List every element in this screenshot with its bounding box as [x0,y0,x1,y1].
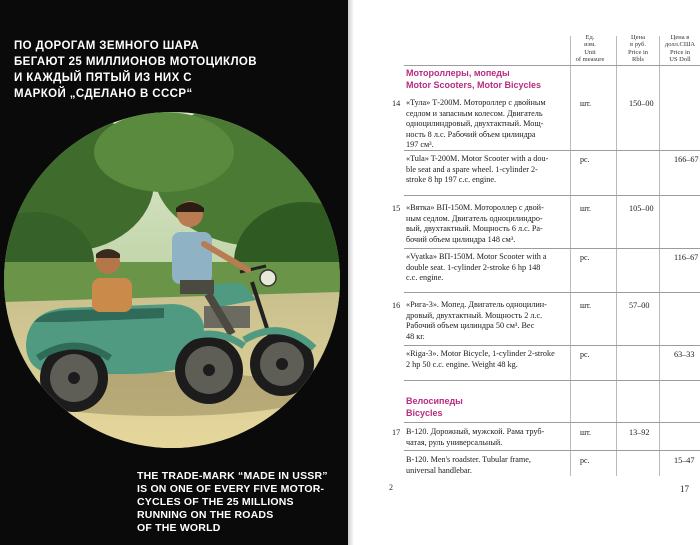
desc-line: «Tula» T-200M. Motor Scooter with a dou- [406,154,549,163]
desc-line: «Вятка» ВП-150М. Мотороллер с двой- [406,203,544,212]
desc-line: «Vyatka» ВП-150М. Motor Scooter with a [406,252,547,261]
desc-line: universal handlebar. [406,465,472,475]
header-line: Rbls [632,56,644,64]
item-price-usd: 166–67 [674,155,699,164]
item-price-rub: 13–92 [629,428,650,437]
item-price-usd: 15–47 [674,456,695,465]
row-rule [404,150,700,151]
desc-line: 2 hp 50 c.c. engine. Weight 48 kg. [406,359,518,369]
caption-line: THE TRADE-MARK “MADE IN USSR” [137,470,328,482]
desc-line: дровый, двухтактный. Мощность 2 л.с. [406,310,543,320]
desc-line: бочий объем цилиндра 148 см³. [406,234,516,244]
item-price-rub: 150–00 [629,99,654,108]
item-unit: pc. [580,253,590,262]
desc-line: ность 8 л.с. Рабочий объем цилиндра [406,129,536,139]
item-unit: шт. [580,428,592,437]
right-page-number: 17 [680,484,689,494]
item-price-usd: 116–67 [674,253,699,262]
caption-line: IS ON ONE OF EVERY FIVE MOTOR- [137,483,325,495]
item-number: 16 [392,301,401,310]
item-description-ru [406,98,576,151]
left-page [0,0,348,545]
russian-headline [14,38,344,102]
header-line: Ед. [585,34,595,41]
header-line: изм. [584,41,596,49]
motorcycle-illustration [4,112,340,448]
item-unit: шт. [580,99,592,108]
section-title-ru: Мотороллеры, мопеды [406,68,510,78]
desc-line: ble seat and a spare wheel. 1-cylinder 2- [406,164,538,174]
headline-line: И КАЖДЫЙ ПЯТЫЙ ИЗ НИХ С [14,72,192,84]
headline-line: БЕГАЮТ 25 МИЛЛИОНОВ МОТОЦИКЛОВ [14,56,257,68]
row-rule [404,195,700,196]
item-description-ru [406,300,576,342]
desc-line: double seat. 1-cylinder 2-stroke 6 hp 148 [406,262,541,272]
item-description-en [406,455,576,476]
column-divider [659,36,660,476]
right-page [354,0,700,545]
item-number: 14 [392,99,401,108]
header-line: Unit [584,48,596,56]
desc-line: 48 кг. [406,331,425,341]
item-description-en [406,349,576,370]
section-title-bicycles [406,396,463,419]
item-description-en [406,252,576,284]
desc-line: седлом и запасным колесом. Двигатель [406,108,543,118]
section-title-en: Motor Scooters, Motor Bicycles [406,79,542,90]
row-rule [404,248,700,249]
item-unit: шт. [580,204,592,213]
row-rule [404,450,700,451]
desc-line: «Riga-3». Motor Bicycle, 1-cylinder 2-stroke [406,349,555,358]
header-line: Цена [631,34,645,41]
desc-line: В-120. Men's roadster. Tubular frame, [406,455,531,464]
item-unit: pc. [580,456,590,465]
section-title-ru: Велосипеды [406,396,463,406]
item-number: 17 [392,428,401,437]
motorcycle-photo [4,112,340,448]
desc-line: 197 см³. [406,140,434,150]
header-line: Цена в [670,34,690,41]
desc-line: c.c. engine. [406,273,444,283]
left-page-number: 2 [389,483,393,492]
item-description-ru [406,427,576,448]
item-unit: шт. [580,301,592,310]
row-rule [404,292,700,293]
item-price-rub: 105–00 [629,204,654,213]
caption-line: OF THE WORLD [137,522,221,534]
column-header-unit [568,34,612,64]
row-rule [404,345,700,346]
desc-line: «Рига-3». Мопед. Двигатель одноцилин- [406,300,547,309]
desc-line: вый, двухтактный. Мощность 6 л.с. Ра- [406,224,543,234]
column-header-price-usd [659,34,700,64]
item-unit: pc. [580,350,590,359]
section-title-scooters [406,68,541,91]
item-description-en [406,154,576,186]
desc-line: Рабочий объем цилиндра 50 см³. Вес [406,321,535,331]
header-line: Price in [627,48,649,56]
desc-line: одноцилиндровый, двухтактный. Мощ- [406,119,544,129]
header-line: в руб. [630,41,646,49]
header-rule [404,65,700,66]
caption-line: RUNNING ON THE ROADS [137,509,274,521]
headline-line: ПО ДОРОГАМ ЗЕМНОГО ШАРА [14,40,200,52]
row-rule [404,380,700,381]
header-line: of measure [575,56,605,64]
header-line: Price in [669,48,691,56]
desc-line: В-120. Дорожный, мужской. Рама труб- [406,427,545,436]
headline-line: МАРКОЙ „СДЕЛАНО В СССР“ [14,88,193,100]
desc-line: «Тула» Т-200М. Мотороллер с двойным [406,98,546,107]
column-header-price-rub [616,34,660,64]
caption-line: CYCLES OF THE 25 MILLIONS [137,496,294,508]
item-description-ru [406,203,576,245]
english-caption [137,470,347,535]
row-rule [404,422,700,423]
desc-line: чатая, руль универсальный. [406,437,503,447]
item-unit: pc. [580,155,590,164]
item-price-rub: 57–00 [629,301,650,310]
column-divider [616,36,617,476]
header-line: долл.США [664,41,696,49]
section-title-en: Bicycles [406,407,443,418]
item-price-usd: 63–33 [674,350,695,359]
desc-line: stroke 8 hp 197 c.c. engine. [406,175,497,185]
desc-line: ным седлом. Двигатель одноцилиндро- [406,213,543,223]
item-number: 15 [392,204,401,213]
header-line: US Doll [669,56,691,64]
